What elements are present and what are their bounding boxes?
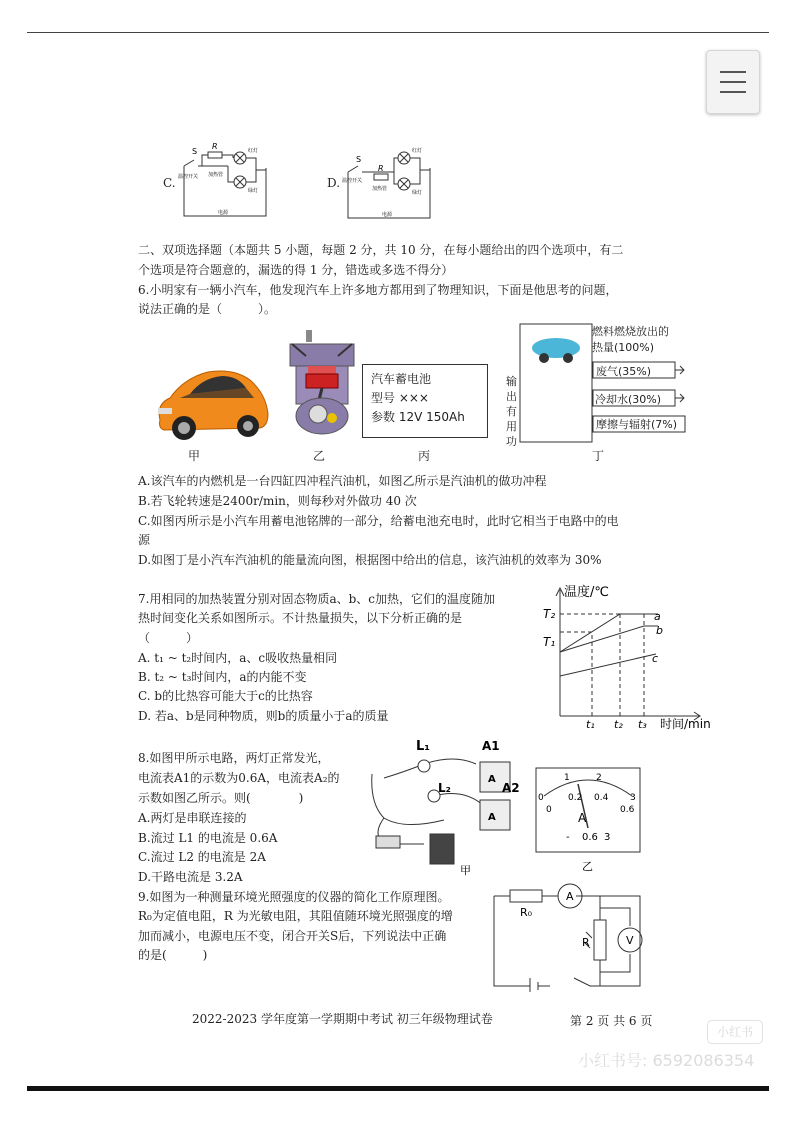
- q9-stem-3: 加而减小，电源电压不变，闭合开关S后，下列说法中正确: [138, 929, 447, 943]
- q8-option-b: B.流过 L1 的电流是 0.6A: [138, 831, 278, 845]
- svg-text:3: 3: [630, 793, 636, 803]
- svg-text:电源: 电源: [382, 212, 393, 218]
- q7-option-a: A. t₁ ~ t₂时间内，a、c吸收热量相同: [138, 651, 338, 665]
- circuit-d-diagram: [342, 138, 442, 224]
- svg-text:T₁: T₁: [543, 635, 556, 649]
- footer-page: 第 2 页 共 6 页: [570, 1014, 653, 1028]
- coolant-label: 冷却水(30%): [595, 393, 662, 406]
- q6-stem-2: 说法正确的是（ ）。: [138, 302, 277, 316]
- svg-text:2: 2: [596, 773, 602, 783]
- battery-model: 型号 ×××: [371, 391, 429, 405]
- svg-text:c: c: [652, 652, 659, 665]
- svg-text:b: b: [656, 624, 663, 637]
- option-d-label: D.: [327, 176, 341, 190]
- q8-stem-3: 示数如图乙所示。则( ): [138, 791, 304, 805]
- friction-label: 摩擦与辐射(7%): [596, 418, 678, 431]
- svg-text:3: 3: [604, 832, 611, 843]
- q8-circuit-jia: [364, 734, 534, 876]
- line-c: [560, 652, 659, 676]
- top-rule: [27, 32, 769, 33]
- svg-text:A: A: [566, 890, 574, 903]
- svg-text:0.2: 0.2: [568, 793, 583, 803]
- car-image: [150, 358, 274, 446]
- svg-text:1: 1: [564, 773, 570, 783]
- footer-title: 2022-2023 学年度第一学期期中考试 初三年级物理试卷: [192, 1012, 493, 1026]
- circuit-c-diagram: [178, 138, 278, 224]
- svg-text:0.4: 0.4: [594, 793, 609, 803]
- battery-title: 汽车蓄电池: [371, 372, 432, 386]
- q8-stem: 8.如图甲所示电路，两灯正常发光，: [138, 751, 330, 765]
- q9-stem-4: 的是( ): [138, 948, 208, 962]
- energy-total-label: 燃料燃烧放出的: [592, 325, 669, 338]
- svg-text:-: -: [566, 832, 570, 843]
- svg-text:绿灯: 绿灯: [248, 188, 259, 194]
- temperature-time-graph: [540, 580, 718, 730]
- engine-cylinder-diagram: [282, 326, 362, 438]
- q6-option-a: A.该汽车的内燃机是一台四缸四冲程汽油机，如图乙所示是汽油机的做功冲程: [138, 474, 547, 488]
- svg-text:R: R: [582, 936, 590, 949]
- svg-text:绿灯: 绿灯: [412, 190, 423, 196]
- fig-jia-label: 甲: [188, 449, 201, 463]
- svg-text:t₃: t₃: [638, 718, 647, 730]
- q7-stem-2: 热时间变化关系如图所示。不计热量损失，以下分析正确的是: [138, 611, 463, 625]
- svg-text:时间/min: 时间/min: [660, 717, 711, 730]
- q8-option-c: C.流过 L2 的电流是 2A: [138, 850, 266, 864]
- q6-option-d: D.如图丁是小汽车汽油机的能量流向图，根据图中给出的信息，该汽油机的效率为 30%: [138, 553, 602, 567]
- q6-option-c-2: 源: [138, 533, 151, 547]
- fig-ding-label: 丁: [592, 449, 605, 463]
- fig-yi-label: 乙: [313, 449, 326, 463]
- svg-text:0.6: 0.6: [582, 832, 598, 843]
- svg-text:加热管: 加热管: [208, 172, 224, 178]
- svg-text:T₂: T₂: [543, 607, 556, 621]
- svg-text:红灯: 红灯: [248, 148, 259, 154]
- hamburger-menu-button[interactable]: [706, 50, 760, 114]
- watermark-logo: 小红书: [707, 1020, 763, 1044]
- svg-text:温控开关: 温控开关: [178, 174, 199, 180]
- svg-text:S: S: [356, 155, 362, 164]
- q7-option-b: B. t₂ ~ t₃时间内，a的内能不变: [138, 670, 307, 684]
- q7-option-c: C. b的比热容可能大于c的比热容: [138, 689, 313, 703]
- battery-params: 参数 12V 150Ah: [371, 410, 465, 424]
- svg-text:温度/℃: 温度/℃: [564, 585, 609, 600]
- ammeter-a2-dial: [534, 766, 644, 876]
- q9-stem: 9.如图为一种测量环境光照强度的仪器的简化工作原理图。: [138, 890, 450, 904]
- svg-text:L₁: L₁: [416, 739, 430, 754]
- fig-bing-label: 丙: [418, 449, 431, 463]
- svg-text:S: S: [192, 147, 198, 156]
- svg-text:A2: A2: [502, 781, 520, 795]
- q9-circuit-diagram: [490, 876, 670, 992]
- q8-option-d: D.干路电流是 3.2A: [138, 870, 243, 884]
- bottom-rule: [27, 1086, 769, 1091]
- q6-option-b: B.若飞轮转速是2400r/min，则每秒对外做功 40 次: [138, 494, 417, 508]
- svg-text:0: 0: [546, 805, 552, 815]
- svg-text:A1: A1: [482, 739, 500, 753]
- section-heading: 二、双项选择题（本题共 5 小题，每题 2 分，共 10 分，在每小题给出的四个选项中，有二: [138, 243, 624, 257]
- exhaust-label: 废气(35%): [596, 365, 652, 378]
- section-heading-2: 个选项是符合题意的，漏选的得 1 分，错选或多选不得分）: [138, 263, 454, 277]
- option-c-label: C.: [163, 176, 176, 190]
- svg-text:电源: 电源: [218, 210, 229, 216]
- svg-text:R₀: R₀: [520, 906, 533, 919]
- svg-text:V: V: [626, 934, 634, 947]
- svg-text:R: R: [212, 142, 218, 151]
- svg-text:t₂: t₂: [614, 718, 623, 730]
- q8-option-a: A.两灯是串联连接的: [138, 811, 247, 825]
- q9-stem-2: R₀为定值电阻，R 为光敏电阻，其阻值随环境光照强度的增: [138, 909, 453, 923]
- svg-text:L₂: L₂: [438, 781, 451, 795]
- svg-text:0: 0: [538, 793, 544, 803]
- svg-text:0.6: 0.6: [620, 805, 635, 815]
- line-a: [560, 614, 658, 652]
- svg-text:R: R: [378, 164, 384, 173]
- svg-text:A: A: [578, 811, 587, 825]
- q7-stem: 7.用相同的加热装置分别对固态物质a、b、c加热，它们的温度随加: [138, 592, 496, 606]
- svg-text:A: A: [488, 774, 496, 785]
- svg-text:加热管: 加热管: [372, 186, 388, 192]
- svg-text:A: A: [488, 812, 496, 823]
- svg-text:t₁: t₁: [586, 718, 595, 730]
- hamburger-menu-icon: [720, 71, 746, 73]
- energy-total-label-2: 热量(100%): [592, 341, 655, 354]
- svg-text:甲: 甲: [460, 864, 471, 876]
- svg-text:温控开关: 温控开关: [342, 178, 363, 184]
- watermark-id: 小红书号: 6592086354: [578, 1051, 755, 1070]
- q7-option-d: D. 若a、b是同种物质，则b的质量小于a的质量: [138, 709, 389, 723]
- battery-nameplate: [362, 364, 488, 438]
- q6-option-c: C.如图丙所示是小汽车用蓄电池铭牌的一部分，给蓄电池充电时，此时它相当于电路中的电: [138, 514, 619, 528]
- svg-text:乙: 乙: [582, 860, 593, 873]
- svg-text:红灯: 红灯: [412, 148, 423, 154]
- line-b: [560, 626, 658, 652]
- q8-stem-2: 电流表A1的示数为0.6A，电流表A₂的: [138, 771, 340, 785]
- q7-stem-3: （ ）: [138, 631, 199, 645]
- svg-text:a: a: [654, 610, 661, 623]
- q6-stem: 6.小明家有一辆小汽车，他发现汽车上许多地方都用到了物理知识，下面是他思考的问题，: [138, 283, 618, 297]
- useful-work-label: 输 出 有 用 功: [506, 375, 517, 448]
